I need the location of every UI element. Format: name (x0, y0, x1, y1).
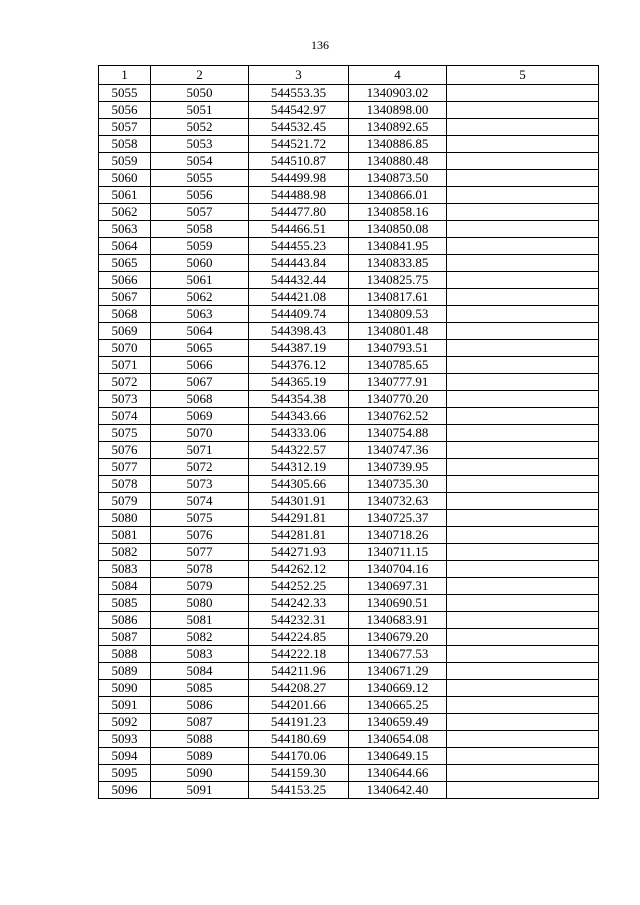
table-cell-col-3: 544499.98 (249, 170, 349, 187)
table-cell-col-4: 1340801.48 (349, 323, 447, 340)
column-header-1: 1 (99, 66, 151, 85)
table-cell-col-4: 1340659.49 (349, 714, 447, 731)
table-cell-col-1: 5082 (99, 544, 151, 561)
table-row (99, 527, 599, 544)
table-cell-col-3: 544271.93 (249, 544, 349, 561)
table-row (99, 136, 599, 153)
table-row (99, 748, 599, 765)
table-row (99, 731, 599, 748)
table-cell-col-5 (447, 187, 599, 204)
table-cell-col-5 (447, 629, 599, 646)
table-row (99, 714, 599, 731)
table-cell-col-5 (447, 782, 599, 799)
table-row (99, 119, 599, 136)
table-cell-col-1: 5057 (99, 119, 151, 136)
table-cell-col-2: 5078 (151, 561, 249, 578)
table-cell-col-2: 5054 (151, 153, 249, 170)
table-cell-col-4: 1340697.31 (349, 578, 447, 595)
table-row (99, 391, 599, 408)
table-cell-col-1: 5072 (99, 374, 151, 391)
table-cell-col-4: 1340754.88 (349, 425, 447, 442)
table-cell-col-3: 544232.31 (249, 612, 349, 629)
table-cell-col-4: 1340873.50 (349, 170, 447, 187)
table-cell-col-5 (447, 255, 599, 272)
table-cell-col-5 (447, 595, 599, 612)
table-cell-col-1: 5090 (99, 680, 151, 697)
table-cell-col-4: 1340725.37 (349, 510, 447, 527)
table-cell-col-2: 5091 (151, 782, 249, 799)
table-cell-col-5 (447, 136, 599, 153)
table-cell-col-3: 544170.06 (249, 748, 349, 765)
table-cell-col-2: 5061 (151, 272, 249, 289)
table-cell-col-1: 5055 (99, 85, 151, 102)
table-row (99, 306, 599, 323)
table-cell-col-2: 5090 (151, 765, 249, 782)
table-row (99, 680, 599, 697)
table-cell-col-3: 544409.74 (249, 306, 349, 323)
table-cell-col-3: 544354.38 (249, 391, 349, 408)
table-cell-col-1: 5078 (99, 476, 151, 493)
table-cell-col-5 (447, 272, 599, 289)
table-cell-col-5 (447, 238, 599, 255)
table-cell-col-1: 5092 (99, 714, 151, 731)
table-cell-col-2: 5059 (151, 238, 249, 255)
table-cell-col-2: 5072 (151, 459, 249, 476)
table-cell-col-1: 5061 (99, 187, 151, 204)
table-cell-col-4: 1340671.29 (349, 663, 447, 680)
table-row (99, 221, 599, 238)
table-cell-col-3: 544211.96 (249, 663, 349, 680)
table-cell-col-1: 5069 (99, 323, 151, 340)
table-cell-col-5 (447, 340, 599, 357)
table-row (99, 408, 599, 425)
table-row (99, 765, 599, 782)
table-cell-col-5 (447, 323, 599, 340)
table-row (99, 204, 599, 221)
table-cell-col-5 (447, 544, 599, 561)
table-row (99, 374, 599, 391)
table-cell-col-1: 5085 (99, 595, 151, 612)
table-row (99, 697, 599, 714)
table-cell-col-2: 5080 (151, 595, 249, 612)
table-cell-col-5 (447, 612, 599, 629)
table-cell-col-1: 5095 (99, 765, 151, 782)
table-cell-col-1: 5096 (99, 782, 151, 799)
table-cell-col-5 (447, 459, 599, 476)
table-cell-col-1: 5080 (99, 510, 151, 527)
table-cell-col-2: 5089 (151, 748, 249, 765)
table-cell-col-5 (447, 748, 599, 765)
table-cell-col-2: 5066 (151, 357, 249, 374)
table-cell-col-2: 5076 (151, 527, 249, 544)
table-cell-col-1: 5076 (99, 442, 151, 459)
table-cell-col-1: 5088 (99, 646, 151, 663)
table-row (99, 153, 599, 170)
table-cell-col-1: 5091 (99, 697, 151, 714)
table-cell-col-4: 1340777.91 (349, 374, 447, 391)
table-cell-col-5 (447, 646, 599, 663)
column-header-3: 3 (249, 66, 349, 85)
table-cell-col-3: 544224.85 (249, 629, 349, 646)
table-cell-col-3: 544376.12 (249, 357, 349, 374)
table-cell-col-2: 5067 (151, 374, 249, 391)
table-cell-col-1: 5070 (99, 340, 151, 357)
table-cell-col-4: 1340833.85 (349, 255, 447, 272)
column-header-4: 4 (349, 66, 447, 85)
table-cell-col-1: 5084 (99, 578, 151, 595)
table-cell-col-4: 1340732.63 (349, 493, 447, 510)
table-cell-col-2: 5063 (151, 306, 249, 323)
table-cell-col-5 (447, 357, 599, 374)
table-cell-col-4: 1340841.95 (349, 238, 447, 255)
table-cell-col-2: 5085 (151, 680, 249, 697)
table-cell-col-3: 544291.81 (249, 510, 349, 527)
table-cell-col-3: 544365.19 (249, 374, 349, 391)
table-cell-col-2: 5087 (151, 714, 249, 731)
table-cell-col-4: 1340825.75 (349, 272, 447, 289)
table-row (99, 340, 599, 357)
table-cell-col-5 (447, 170, 599, 187)
table-cell-col-1: 5093 (99, 731, 151, 748)
table-cell-col-1: 5077 (99, 459, 151, 476)
table-cell-col-2: 5088 (151, 731, 249, 748)
table-cell-col-5 (447, 476, 599, 493)
table-cell-col-5 (447, 119, 599, 136)
table-cell-col-3: 544488.98 (249, 187, 349, 204)
table-cell-col-4: 1340785.65 (349, 357, 447, 374)
table-row (99, 629, 599, 646)
table-header-row (99, 66, 599, 85)
table-cell-col-5 (447, 527, 599, 544)
table-row (99, 425, 599, 442)
table-cell-col-3: 544542.97 (249, 102, 349, 119)
table-cell-col-1: 5089 (99, 663, 151, 680)
table-cell-col-4: 1340817.61 (349, 289, 447, 306)
table-cell-col-3: 544532.45 (249, 119, 349, 136)
table-cell-col-2: 5064 (151, 323, 249, 340)
table-row (99, 323, 599, 340)
table-cell-col-3: 544262.12 (249, 561, 349, 578)
table-row (99, 289, 599, 306)
table-cell-col-4: 1340886.85 (349, 136, 447, 153)
table-cell-col-5 (447, 510, 599, 527)
column-header-5: 5 (447, 66, 599, 85)
page-number: 136 (311, 38, 329, 52)
table-cell-col-1: 5068 (99, 306, 151, 323)
table-row (99, 85, 599, 102)
table-cell-col-3: 544322.57 (249, 442, 349, 459)
table-cell-col-2: 5053 (151, 136, 249, 153)
table-cell-col-2: 5062 (151, 289, 249, 306)
table-cell-col-5 (447, 680, 599, 697)
table-cell-col-2: 5058 (151, 221, 249, 238)
table-cell-col-5 (447, 714, 599, 731)
table-cell-col-3: 544301.91 (249, 493, 349, 510)
table-cell-col-2: 5086 (151, 697, 249, 714)
table-cell-col-4: 1340903.02 (349, 85, 447, 102)
table-cell-col-5 (447, 85, 599, 102)
table-row (99, 612, 599, 629)
table-row (99, 493, 599, 510)
table-cell-col-3: 544455.23 (249, 238, 349, 255)
table-cell-col-5 (447, 442, 599, 459)
table-cell-col-2: 5075 (151, 510, 249, 527)
table-cell-col-1: 5075 (99, 425, 151, 442)
table-cell-col-4: 1340735.30 (349, 476, 447, 493)
table-cell-col-2: 5055 (151, 170, 249, 187)
table-cell-col-4: 1340739.95 (349, 459, 447, 476)
table-cell-col-5 (447, 408, 599, 425)
table-cell-col-1: 5083 (99, 561, 151, 578)
table-cell-col-4: 1340669.12 (349, 680, 447, 697)
table-cell-col-4: 1340858.16 (349, 204, 447, 221)
table-row (99, 170, 599, 187)
table-cell-col-2: 5056 (151, 187, 249, 204)
table-cell-col-1: 5063 (99, 221, 151, 238)
table-cell-col-4: 1340762.52 (349, 408, 447, 425)
table-cell-col-4: 1340850.08 (349, 221, 447, 238)
table-cell-col-4: 1340679.20 (349, 629, 447, 646)
table-cell-col-5 (447, 391, 599, 408)
table-row (99, 102, 599, 119)
table-row (99, 357, 599, 374)
table-cell-col-1: 5074 (99, 408, 151, 425)
table-cell-col-2: 5050 (151, 85, 249, 102)
table-cell-col-5 (447, 663, 599, 680)
table-cell-col-5 (447, 425, 599, 442)
table-cell-col-5 (447, 374, 599, 391)
table-row (99, 663, 599, 680)
table-cell-col-1: 5059 (99, 153, 151, 170)
table-cell-col-2: 5060 (151, 255, 249, 272)
table-cell-col-5 (447, 204, 599, 221)
table-cell-col-3: 544521.72 (249, 136, 349, 153)
table-cell-col-4: 1340704.16 (349, 561, 447, 578)
table-cell-col-5 (447, 697, 599, 714)
table-cell-col-4: 1340747.36 (349, 442, 447, 459)
table-cell-col-4: 1340711.15 (349, 544, 447, 561)
table-cell-col-3: 544312.19 (249, 459, 349, 476)
table-cell-col-5 (447, 102, 599, 119)
table-cell-col-3: 544201.66 (249, 697, 349, 714)
table-cell-col-1: 5094 (99, 748, 151, 765)
table-cell-col-4: 1340718.26 (349, 527, 447, 544)
table-row (99, 442, 599, 459)
table-row (99, 187, 599, 204)
table-row (99, 646, 599, 663)
table-cell-col-2: 5052 (151, 119, 249, 136)
table-cell-col-2: 5068 (151, 391, 249, 408)
table-cell-col-5 (447, 765, 599, 782)
table-cell-col-1: 5058 (99, 136, 151, 153)
table-cell-col-5 (447, 153, 599, 170)
table-cell-col-3: 544191.23 (249, 714, 349, 731)
table-cell-col-4: 1340793.51 (349, 340, 447, 357)
table-cell-col-3: 544305.66 (249, 476, 349, 493)
table-row (99, 782, 599, 799)
table-cell-col-4: 1340809.53 (349, 306, 447, 323)
table-cell-col-1: 5079 (99, 493, 151, 510)
table-row (99, 510, 599, 527)
table-cell-col-1: 5071 (99, 357, 151, 374)
table-cell-col-3: 544252.25 (249, 578, 349, 595)
table-cell-col-3: 544387.19 (249, 340, 349, 357)
table-cell-col-1: 5073 (99, 391, 151, 408)
table-row (99, 255, 599, 272)
table-cell-col-2: 5070 (151, 425, 249, 442)
table-cell-col-3: 544333.06 (249, 425, 349, 442)
table-cell-col-2: 5077 (151, 544, 249, 561)
table-cell-col-1: 5064 (99, 238, 151, 255)
table-cell-col-4: 1340690.51 (349, 595, 447, 612)
table-row (99, 476, 599, 493)
table-cell-col-3: 544242.33 (249, 595, 349, 612)
table-cell-col-4: 1340898.00 (349, 102, 447, 119)
table-cell-col-4: 1340866.01 (349, 187, 447, 204)
table-cell-col-2: 5074 (151, 493, 249, 510)
table-cell-col-4: 1340665.25 (349, 697, 447, 714)
table-cell-col-5 (447, 731, 599, 748)
column-header-2: 2 (151, 66, 249, 85)
table-cell-col-3: 544180.69 (249, 731, 349, 748)
table-cell-col-1: 5067 (99, 289, 151, 306)
table-cell-col-2: 5071 (151, 442, 249, 459)
table-cell-col-4: 1340649.15 (349, 748, 447, 765)
table-cell-col-4: 1340892.65 (349, 119, 447, 136)
table-cell-col-3: 544153.25 (249, 782, 349, 799)
table-cell-col-3: 544281.81 (249, 527, 349, 544)
table-cell-col-4: 1340683.91 (349, 612, 447, 629)
coordinates-table (98, 65, 599, 799)
table-cell-col-4: 1340880.48 (349, 153, 447, 170)
table-row (99, 578, 599, 595)
table-cell-col-2: 5051 (151, 102, 249, 119)
table-cell-col-2: 5065 (151, 340, 249, 357)
table-cell-col-2: 5083 (151, 646, 249, 663)
table-cell-col-3: 544421.08 (249, 289, 349, 306)
table-cell-col-2: 5081 (151, 612, 249, 629)
table-cell-col-1: 5062 (99, 204, 151, 221)
table-cell-col-3: 544343.66 (249, 408, 349, 425)
table-cell-col-1: 5087 (99, 629, 151, 646)
table-row (99, 544, 599, 561)
table-cell-col-4: 1340677.53 (349, 646, 447, 663)
table-cell-col-1: 5065 (99, 255, 151, 272)
table-cell-col-5 (447, 561, 599, 578)
table-cell-col-5 (447, 306, 599, 323)
table-row (99, 561, 599, 578)
table-row (99, 595, 599, 612)
table-cell-col-1: 5081 (99, 527, 151, 544)
table-cell-col-4: 1340654.08 (349, 731, 447, 748)
table-cell-col-1: 5086 (99, 612, 151, 629)
table-cell-col-1: 5056 (99, 102, 151, 119)
table-cell-col-4: 1340770.20 (349, 391, 447, 408)
table-cell-col-2: 5079 (151, 578, 249, 595)
table-row (99, 272, 599, 289)
table-cell-col-2: 5082 (151, 629, 249, 646)
table-cell-col-2: 5057 (151, 204, 249, 221)
table-cell-col-3: 544432.44 (249, 272, 349, 289)
table-cell-col-3: 544159.30 (249, 765, 349, 782)
table-cell-col-2: 5084 (151, 663, 249, 680)
table-body (99, 85, 599, 799)
table-cell-col-5 (447, 289, 599, 306)
table-cell-col-2: 5069 (151, 408, 249, 425)
table-cell-col-5 (447, 221, 599, 238)
table-cell-col-1: 5060 (99, 170, 151, 187)
table-cell-col-3: 544477.80 (249, 204, 349, 221)
table-row (99, 238, 599, 255)
table-cell-col-2: 5073 (151, 476, 249, 493)
table-cell-col-3: 544398.43 (249, 323, 349, 340)
table-cell-col-3: 544222.18 (249, 646, 349, 663)
table-cell-col-3: 544208.27 (249, 680, 349, 697)
table-row (99, 459, 599, 476)
table-cell-col-3: 544510.87 (249, 153, 349, 170)
table-cell-col-5 (447, 493, 599, 510)
table-cell-col-3: 544443.84 (249, 255, 349, 272)
table-cell-col-1: 5066 (99, 272, 151, 289)
table-cell-col-4: 1340644.66 (349, 765, 447, 782)
table-cell-col-3: 544553.35 (249, 85, 349, 102)
table-cell-col-5 (447, 578, 599, 595)
table-cell-col-4: 1340642.40 (349, 782, 447, 799)
table-cell-col-3: 544466.51 (249, 221, 349, 238)
